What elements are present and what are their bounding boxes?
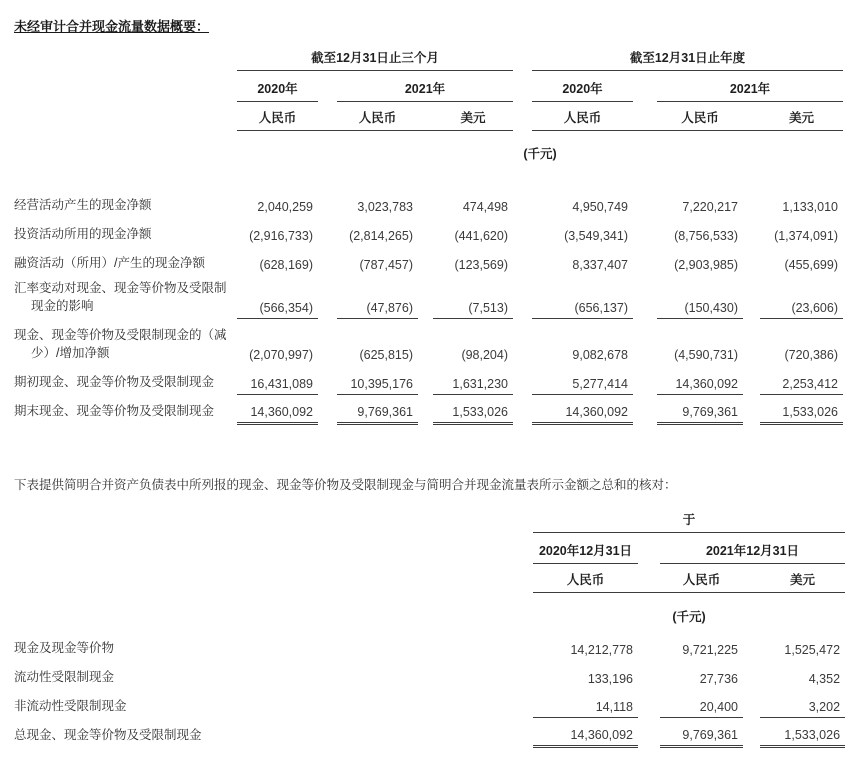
cell-value: (566,354) [237, 275, 318, 318]
cell-value: (787,457) [359, 258, 413, 272]
cell-value: (150,430) [657, 275, 743, 318]
cell-value: (3,549,341) [564, 229, 628, 243]
currency-header: 人民币 [682, 573, 721, 587]
cell-value: (47,876) [337, 275, 418, 318]
cell-value: 9,769,361 [660, 718, 743, 747]
table-row-unit [14, 595, 845, 625]
currency-header: 人民币 [258, 110, 297, 125]
cell-value: 14,118 [533, 689, 638, 718]
table-row [14, 246, 843, 275]
row-label: 经营活动产生的现金净额 [14, 198, 152, 212]
reconciliation-intro: 下表提供简明合并资产负债表中所列报的现金、现金等价物及受限制现金与简明合并现金流量表所示金额之总和的核对： [14, 477, 677, 492]
row-label: 流动性受限制现金 [14, 669, 115, 684]
currency-header: 人民币 [681, 110, 719, 125]
cell-value: (1,374,091) [774, 229, 838, 243]
cell-value: 133,196 [587, 671, 633, 686]
cell-value: 10,395,176 [337, 365, 418, 394]
cash-flow-summary-table [14, 44, 843, 425]
cell-value: 1,525,472 [784, 642, 841, 657]
cell-value: 2,253,412 [760, 365, 843, 394]
cell-value: (4,590,731) [674, 348, 738, 362]
currency-header: 美元 [460, 110, 486, 125]
cell-value: 14,360,092 [237, 394, 318, 423]
cell-value: 8,337,407 [572, 258, 628, 272]
cell-value: 3,202 [760, 689, 845, 718]
table-row-year-headers [14, 70, 843, 101]
cell-value: (8,756,533) [674, 229, 738, 243]
date-header: 2021年12月31日 [660, 533, 845, 564]
cell-value: (23,606) [760, 275, 843, 318]
cell-value: 7,220,217 [682, 200, 738, 214]
cell-value: 1,631,230 [433, 365, 513, 394]
document-title: 未经审计合并现金流量数据概要： [14, 19, 210, 34]
cell-value: 16,431,089 [237, 365, 318, 394]
cell-value: 9,082,678 [572, 348, 628, 362]
unit-note: (千元) [523, 147, 557, 161]
cell-value: (2,916,733) [249, 229, 313, 243]
table-row [14, 394, 843, 423]
cell-value: 3,023,783 [357, 200, 413, 214]
row-label: 期初现金、现金等价物及受限制现金 [14, 375, 215, 389]
table-row [14, 275, 843, 318]
cell-value: 14,360,092 [533, 718, 638, 747]
table-row-period-headers [14, 44, 843, 70]
table-row-unit [14, 132, 843, 162]
table-row [14, 365, 843, 394]
cell-value: (656,137) [532, 275, 633, 318]
row-label: 融资活动（所用）/产生的现金净额 [14, 256, 205, 270]
row-label: 汇率变动对现金、现金等价物及受限制现金的影响 [14, 281, 227, 313]
cell-value: (2,814,265) [349, 229, 413, 243]
cell-value: 1,133,010 [782, 200, 838, 214]
table-row [14, 689, 845, 718]
cell-value: 4,950,749 [572, 200, 628, 214]
table-row-currency-headers [14, 101, 843, 130]
table-row [14, 188, 843, 217]
currency-header: 人民币 [563, 110, 602, 125]
currency-header: 人民币 [358, 110, 397, 125]
date-header: 2020年12月31日 [533, 533, 638, 564]
cell-value: 2,040,259 [257, 200, 313, 214]
row-label: 总现金、现金等价物及受限制现金 [14, 727, 202, 742]
cell-value: (625,815) [359, 348, 413, 362]
cell-value: 1,533,026 [760, 718, 845, 747]
period-header-year: 截至12月31日止年度 [532, 44, 843, 70]
reconciliation-table [14, 507, 845, 749]
unit-note: (千元) [672, 609, 706, 624]
cell-value: 474,498 [462, 200, 508, 214]
row-label: 期末现金、现金等价物及受限制现金 [14, 404, 215, 418]
year-header: 2020年 [237, 70, 318, 101]
table-row [14, 217, 843, 246]
table-row-date-headers [14, 533, 845, 564]
cell-value: (2,070,997) [249, 348, 313, 362]
cell-value: (7,513) [433, 275, 513, 318]
table-row [14, 318, 843, 365]
period-header-three-months: 截至12月31日止三个月 [237, 44, 513, 70]
cell-value: (123,569) [454, 258, 508, 272]
table-row [14, 660, 845, 689]
cell-value: 4,352 [808, 671, 841, 686]
cell-value: 14,212,778 [570, 642, 633, 657]
cell-value: 27,736 [699, 671, 738, 686]
cell-value: (2,903,985) [674, 258, 738, 272]
table-row-currency-headers [14, 564, 845, 593]
cell-value: (441,620) [454, 229, 508, 243]
cell-value: (628,169) [259, 258, 313, 272]
cell-value: 9,721,225 [682, 642, 738, 657]
as-of-header: 于 [533, 507, 845, 533]
cell-value: 20,400 [660, 689, 743, 718]
cell-value: 14,360,092 [532, 394, 633, 423]
year-header: 2021年 [657, 70, 843, 101]
cell-value: (455,699) [784, 258, 838, 272]
currency-header: 人民币 [566, 573, 605, 587]
table-row [14, 631, 845, 660]
table-row-as-of [14, 507, 845, 533]
year-header: 2021年 [337, 70, 513, 101]
row-label: 现金及现金等价物 [14, 640, 115, 655]
cell-value: (720,386) [784, 348, 838, 362]
year-header: 2020年 [532, 70, 633, 101]
cell-value: 9,769,361 [337, 394, 418, 423]
table-row [14, 718, 845, 747]
cell-value: 5,277,414 [532, 365, 633, 394]
cell-value: 1,533,026 [433, 394, 513, 423]
currency-header: 美元 [790, 573, 816, 587]
cell-value: 9,769,361 [657, 394, 743, 423]
row-label: 非流动性受限制现金 [14, 698, 127, 713]
row-label: 现金、现金等价物及受限制现金的（减少）/增加净额 [14, 328, 227, 360]
currency-header: 美元 [788, 110, 814, 125]
cell-value: 1,533,026 [760, 394, 843, 423]
cell-value: 14,360,092 [657, 365, 743, 394]
row-label: 投资活动所用的现金净额 [14, 227, 152, 241]
cell-value: (98,204) [461, 348, 508, 362]
